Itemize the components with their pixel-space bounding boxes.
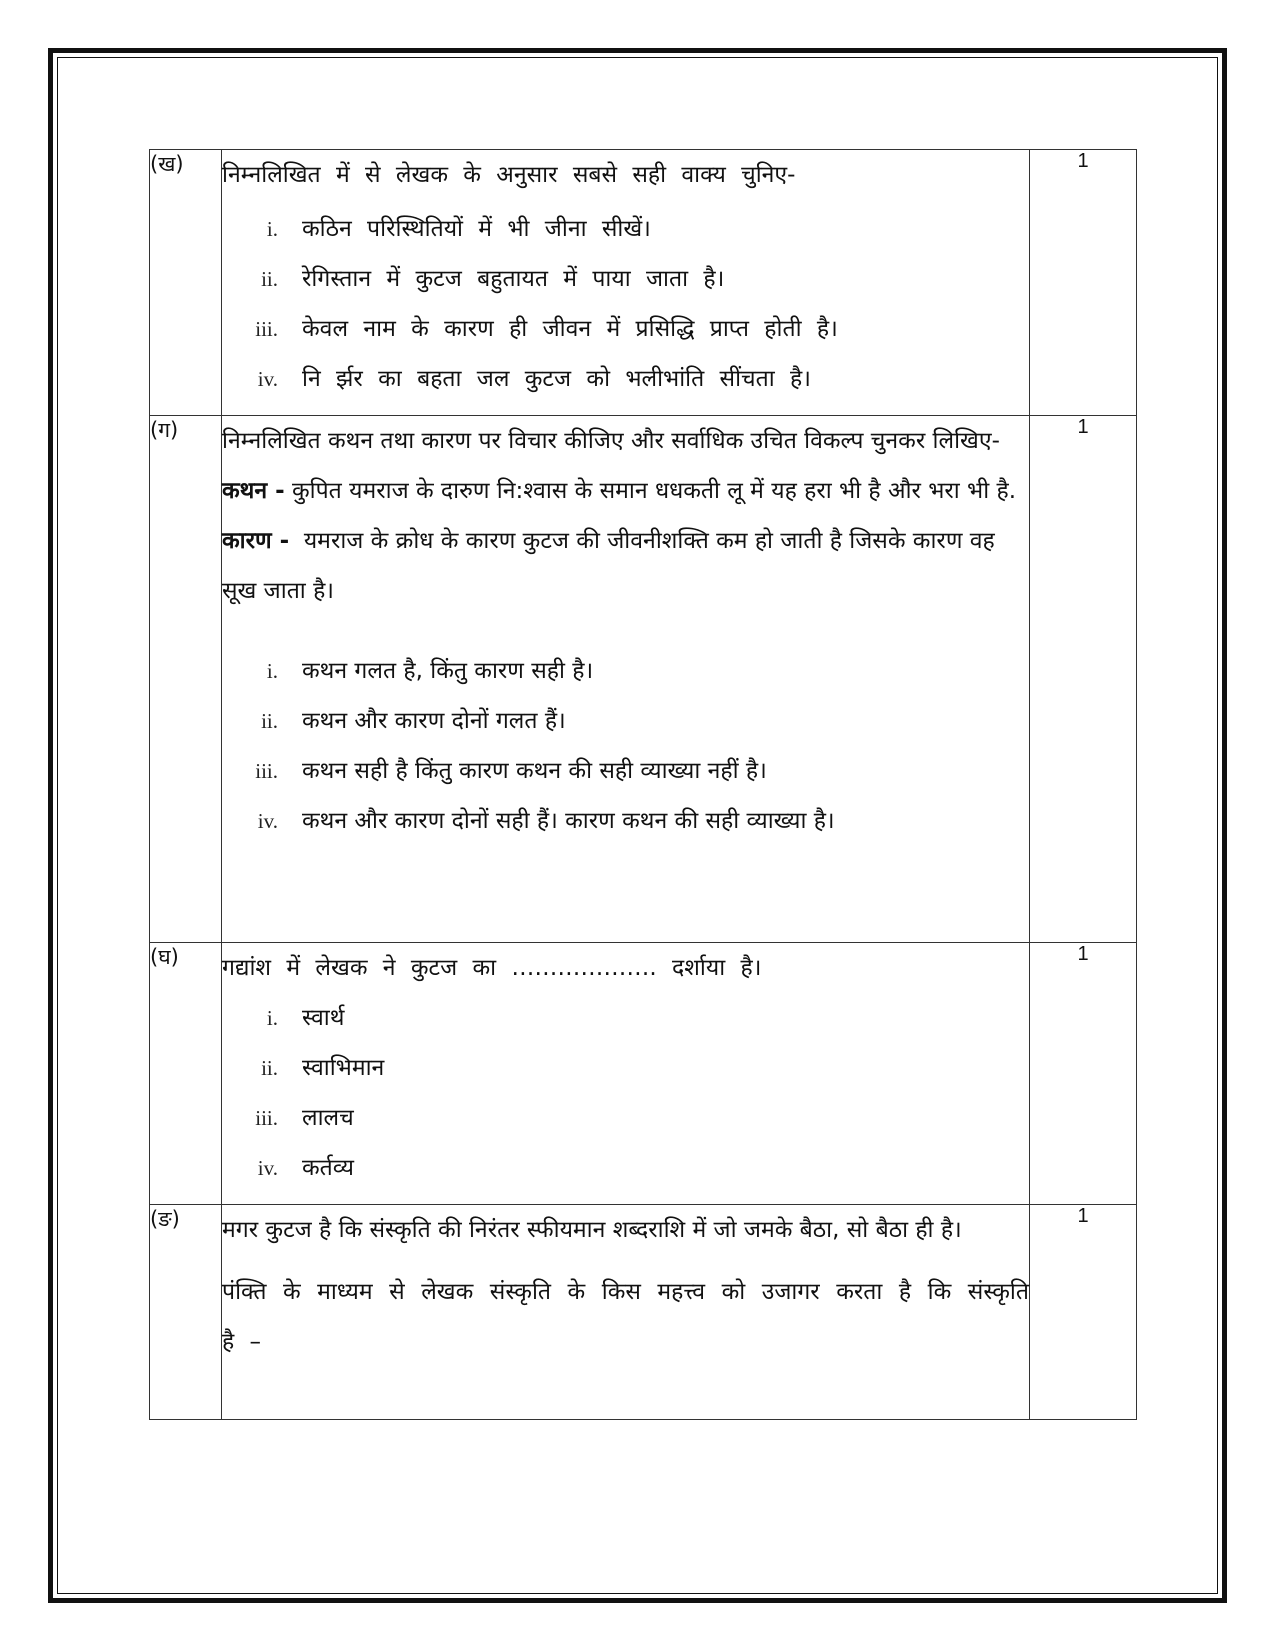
question-body	[222, 416, 1030, 943]
option-text: लालच	[302, 1105, 354, 1131]
option-item[interactable]	[222, 746, 1029, 796]
option-item[interactable]	[222, 304, 1029, 354]
option-number: ii.	[261, 267, 278, 291]
option-number: i.	[266, 217, 278, 241]
option-item[interactable]	[222, 254, 1029, 304]
reason-label: कारण -	[222, 528, 290, 554]
spacer	[222, 616, 1029, 646]
option-text: कथन सही है किंतु कारण कथन की सही व्याख्या नहीं है।	[302, 758, 767, 784]
question-stem: पंक्ति के माध्यम से लेखक संस्कृति के किस महत्त्व को उजागर करता है कि संस्कृति है –	[222, 1279, 1029, 1355]
options-list	[222, 646, 1029, 846]
option-number: ii.	[261, 709, 278, 733]
assertion	[222, 466, 1029, 516]
marks-cell: 1	[1030, 150, 1137, 416]
option-number: iv.	[257, 1156, 278, 1180]
option-text: रेगिस्तान में कुटज बहुतायत में पाया जाता है।	[302, 266, 725, 292]
option-number: i.	[266, 1006, 278, 1030]
option-number: iii.	[255, 759, 278, 783]
question-label: (ङ)	[150, 1205, 222, 1420]
question-row-ga	[150, 416, 1137, 943]
option-text: कठिन परिस्थितियों में भी जीना सीखें।	[302, 216, 651, 242]
question-row-kha	[150, 150, 1137, 416]
option-number: iii.	[255, 1106, 278, 1130]
question-body	[222, 943, 1030, 1205]
reason-text: यमराज के क्रोध के कारण कुटज की जीवनीशक्ति कम हो जाती है जिसके कारण वह सूख जाता है।	[222, 528, 995, 604]
option-item[interactable]	[222, 993, 1029, 1043]
assertion-text: कुपित यमराज के दारुण नि:श्वास के समान धधकती लू में यह हरा भी है और भरा भी है.	[292, 478, 1017, 504]
option-item[interactable]	[222, 204, 1029, 254]
option-item[interactable]	[222, 354, 1029, 404]
reason	[222, 516, 1029, 616]
quoted-line: मगर कुटज है कि संस्कृति की निरंतर स्फीयमान शब्दराशि में जो जमके बैठा, सो बैठा ही है।	[222, 1217, 962, 1243]
option-number: iii.	[255, 317, 278, 341]
option-text: कथन और कारण दोनों गलत हैं।	[302, 708, 566, 734]
question-body	[222, 1205, 1030, 1420]
options-list	[222, 993, 1029, 1193]
marks-cell: 1	[1030, 943, 1137, 1205]
question-label: (ग)	[150, 416, 222, 943]
option-text: स्वाभिमान	[302, 1055, 385, 1081]
option-text: कथन और कारण दोनों सही हैं। कारण कथन की सही व्याख्या है।	[302, 808, 835, 834]
question-stem: निम्नलिखित कथन तथा कारण पर विचार कीजिए और सर्वाधिक उचित विकल्प चुनकर लिखिए-	[222, 428, 1000, 454]
question-row-gha	[150, 943, 1137, 1205]
option-text: कर्तव्य	[302, 1155, 354, 1181]
option-item[interactable]	[222, 1093, 1029, 1143]
marks-cell: 1	[1030, 416, 1137, 943]
question-table	[149, 149, 1137, 1420]
question-body	[222, 150, 1030, 416]
question-label: (ख)	[150, 150, 222, 416]
option-text: कथन गलत है, किंतु कारण सही है।	[302, 658, 594, 684]
question-label: (घ)	[150, 943, 222, 1205]
option-item[interactable]	[222, 1043, 1029, 1093]
option-text: नि र्झर का बहता जल कुटज को भलीभांति सींचता है।	[302, 366, 811, 392]
marks-cell: 1	[1030, 1205, 1137, 1420]
option-number: ii.	[261, 1056, 278, 1080]
question-stem: गद्यांश में लेखक ने कुटज का ………………. दर्शाया है।	[222, 955, 762, 981]
option-item[interactable]	[222, 696, 1029, 746]
question-row-nga	[150, 1205, 1137, 1420]
option-item[interactable]	[222, 646, 1029, 696]
option-text: स्वार्थ	[302, 1005, 345, 1031]
assertion-label: कथन -	[222, 478, 285, 504]
option-item[interactable]	[222, 796, 1029, 846]
option-number: i.	[266, 659, 278, 683]
option-number: iv.	[257, 367, 278, 391]
option-item[interactable]	[222, 1143, 1029, 1193]
options-list	[222, 204, 1029, 404]
question-stem: निम्नलिखित में से लेखक के अनुसार सबसे सही वाक्य चुनिए-	[222, 162, 796, 188]
option-number: iv.	[257, 809, 278, 833]
option-text: केवल नाम के कारण ही जीवन में प्रसिद्धि प्राप्त होती है।	[302, 316, 838, 342]
